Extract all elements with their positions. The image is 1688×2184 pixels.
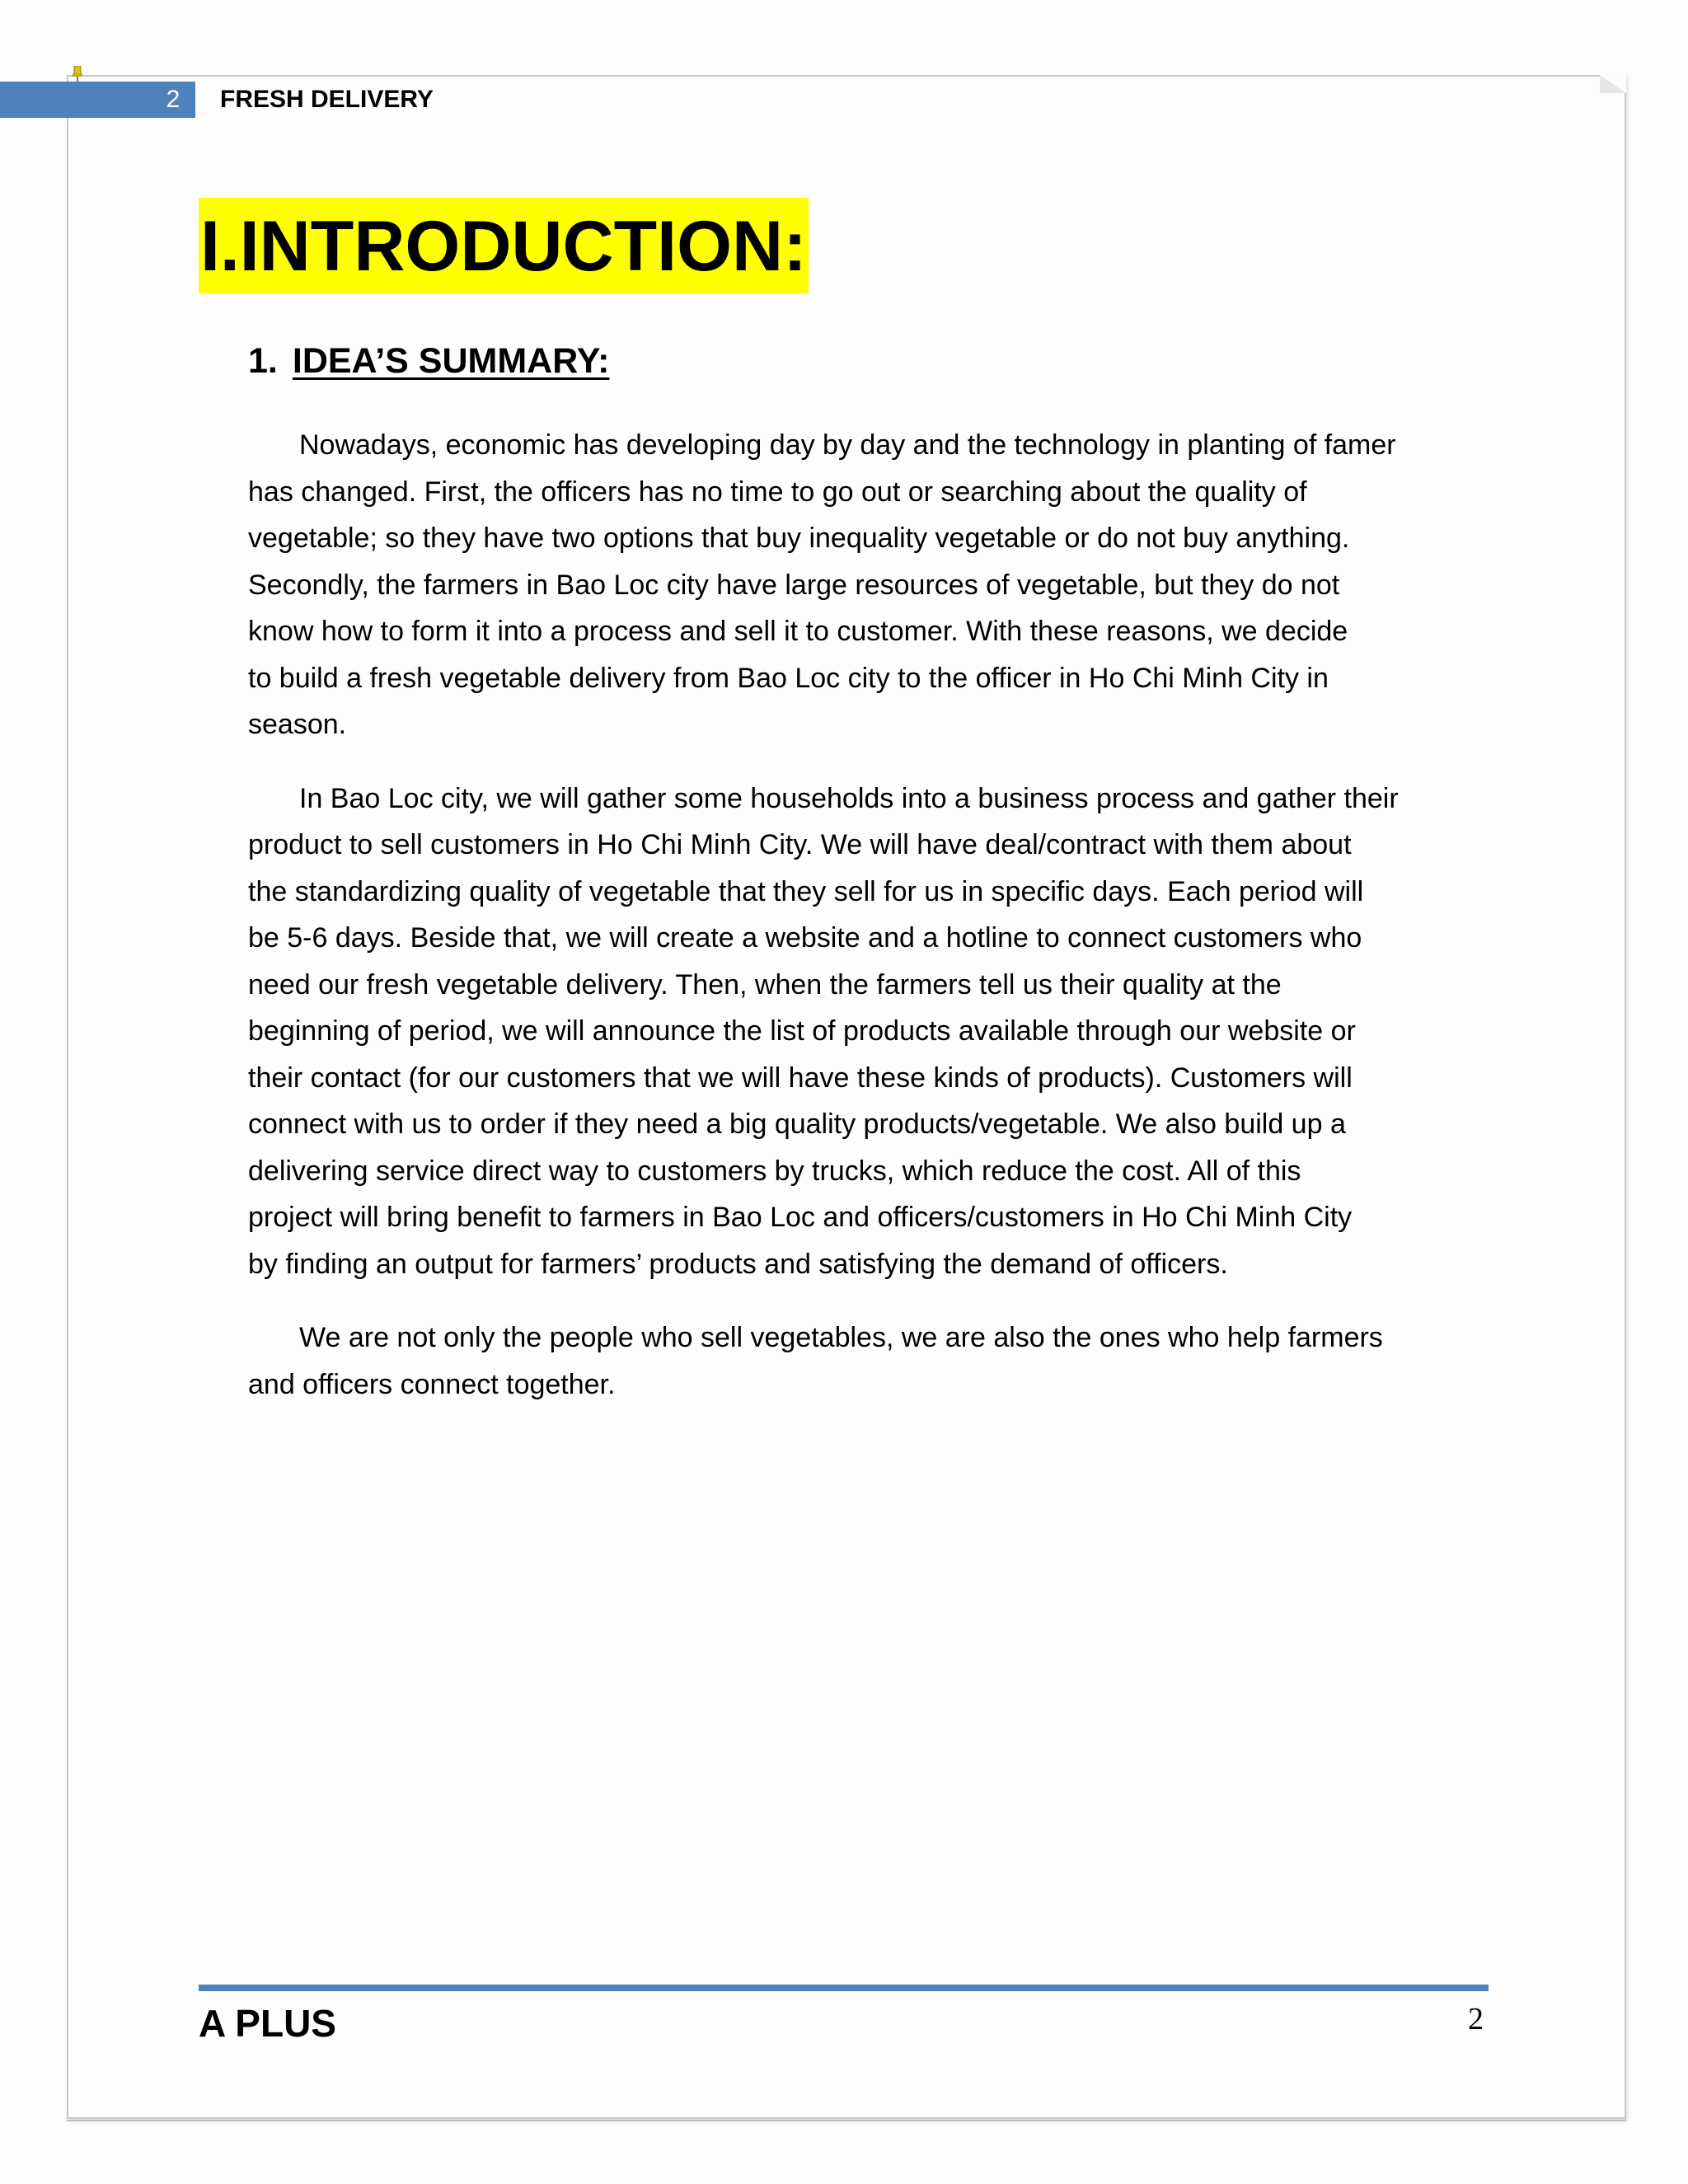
text-line: season. bbox=[248, 709, 347, 740]
header-title: FRESH DELIVERY bbox=[220, 86, 434, 113]
footer-page-number: 2 bbox=[1468, 2002, 1484, 2036]
subsection-number: 1. bbox=[248, 341, 278, 381]
page-corner-fold bbox=[1600, 75, 1626, 93]
text-line: project will bring benefit to farmers in Bao Loc and officers/customers in Ho Chi Minh City bbox=[248, 1202, 1353, 1233]
footer-rule bbox=[199, 1985, 1489, 1991]
section-heading: I.INTRODUCTION: bbox=[199, 198, 809, 293]
text-line: by finding an output for farmers’ products and satisfying the demand of officers. bbox=[248, 1248, 1228, 1280]
text-line: Secondly, the farmers in Bao Loc city have large resources of vegetable, but they do not bbox=[248, 569, 1340, 601]
text-line: be 5-6 days. Beside that, we will create a website and a hotline to connect customers who bbox=[248, 922, 1362, 954]
text-line: and officers connect together. bbox=[248, 1368, 616, 1400]
subsection-title: IDEA’S SUMMARY: bbox=[292, 341, 610, 381]
body-text bbox=[248, 422, 1493, 1408]
paragraph bbox=[248, 776, 1493, 1288]
paragraph bbox=[248, 1315, 1493, 1408]
text-line: their contact (for our customers that we will have these kinds of products). Customers will bbox=[248, 1062, 1353, 1094]
text-line: the standardizing quality of vegetable that they sell for us in specific days. Each period will bbox=[248, 875, 1364, 907]
text-line: to build a fresh vegetable delivery from Bao Loc city to the officer in Ho Chi Minh City in bbox=[248, 662, 1329, 694]
footer-company-name: A PLUS bbox=[199, 2002, 336, 2045]
text-line: Nowadays, economic has developing day by day and the technology in planting of famer bbox=[299, 429, 1396, 461]
text-line: We are not only the people who sell vegetables, we are also the ones who help farmers bbox=[299, 1322, 1383, 1353]
text-line: beginning of period, we will announce the list of products available through our website or bbox=[248, 1015, 1356, 1047]
text-line: delivering service direct way to customers by trucks, which reduce the cost. All of this bbox=[248, 1155, 1301, 1187]
text-line: know how to form it into a process and sell it to customer. With these reasons, we decide bbox=[248, 616, 1348, 647]
header-page-number: 2 bbox=[166, 86, 181, 113]
subsection-heading bbox=[248, 336, 610, 386]
text-line: In Bao Loc city, we will gather some households into a business process and gather their bbox=[299, 782, 1399, 814]
text-line: connect with us to order if they need a big quality products/vegetable. We also build up a bbox=[248, 1108, 1346, 1140]
text-line: vegetable; so they have two options that buy inequality vegetable or do not buy anything. bbox=[248, 523, 1350, 554]
page-bottom-edge bbox=[67, 2120, 1626, 2121]
paragraph bbox=[248, 422, 1493, 748]
text-line: has changed. First, the officers has no time to go out or searching about the quality of bbox=[248, 476, 1307, 508]
text-line: product to sell customers in Ho Chi Minh City. We will have deal/contract with them about bbox=[248, 829, 1352, 860]
text-line: need our fresh vegetable delivery. Then, when the farmers tell us their quality at the bbox=[248, 968, 1282, 1001]
